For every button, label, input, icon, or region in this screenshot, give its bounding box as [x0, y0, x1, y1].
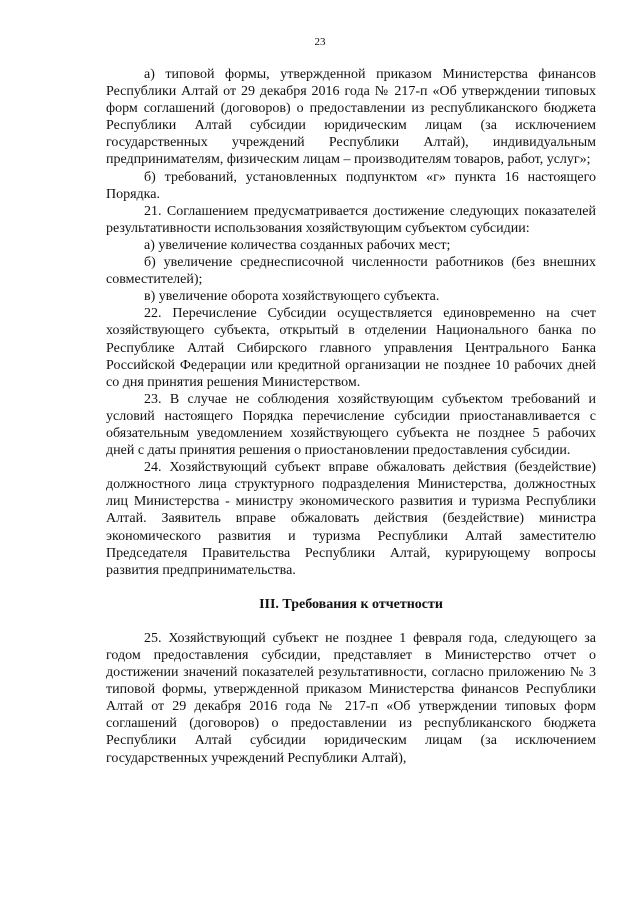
paragraph-22: 22. Перечисление Субсидии осуществляется единовременно на счет хозяйствующего субъекта, открытый в отделении Национального банка по Республике Алтай Сибирского главного управления Центрального Банка Российской Федерации или кредитной организации не позднее 10 рабочих дней со дня принятия решения Министерством.: [106, 306, 596, 390]
paragraph-25: 25. Хозяйствующий субъект не позднее 1 февраля года, следующего за годом предоставления субсидии, представляет в Министерство отчет о достижении значений показателей результативности, согласно приложению № 3 типовой формы, утвержденной приказом Министерства финансов Республики Алтай от 29 декабря 2016 года № 217-п «Об утверждении типовых форм соглашений (договоров) о предоставлении из республиканского бюджета Республики Алтай субсидии юридическим лицам (за исключением государственных учреждений Республики Алтай),: [106, 630, 596, 766]
paragraph-23: 23. В случае не соблюдения хозяйствующим субъектом требований и условий настоящего Порядка перечисление субсидии приостанавливается с обязательным уведомлением хозяйствующего субъекта не позднее 5 рабочих дней с даты принятия решения о приостановлении предоставления субсидии.: [106, 391, 596, 459]
paragraph-24: 24. Хозяйствующий субъект вправе обжаловать действия (бездействие) должностного лица структурного подразделения Министерства, должностных лиц Министерства - министру экономического развития и туризма Республики Алтай. Заявитель вправе обжаловать действия (бездействие) министра экономического развития и туризма Республики Алтай заместителю Председателя Правительства Республики Алтай, курирующему вопросы развития предпринимательства.: [106, 460, 596, 578]
page-number: 23: [314, 36, 326, 48]
paragraph-21b: б) увеличение среднесписочной численности работников (без внешних совместителей);: [106, 255, 596, 288]
paragraph-1b: б) требований, установленных подпунктом «г» пункта 16 настоящего Порядка.: [106, 169, 596, 202]
document-body: [106, 66, 596, 767]
section-heading: III. Требования к отчетности: [259, 596, 443, 612]
paragraph-21a: а) увеличение количества созданных рабочих мест;: [144, 237, 451, 253]
paragraph-21: 21. Соглашением предусматривается достижение следующих показателей результативности использования хозяйствующим субъектом субсидии:: [106, 203, 596, 236]
paragraph-1a: а) типовой формы, утвержденной приказом Министерства финансов Республики Алтай от 29 декабря 2016 года № 217-п «Об утверждении типовых форм соглашений (договоров) о предоставлении из республиканского бюджета Республики Алтай субсидии юридическим лицам (за исключением государственных учреждений Республики Алтай), индивидуальным предпринимателям, физическим лицам – производителям товаров, работ, услуг»;: [106, 67, 596, 168]
paragraph-21c: в) увеличение оборота хозяйствующего субъекта.: [144, 289, 440, 305]
